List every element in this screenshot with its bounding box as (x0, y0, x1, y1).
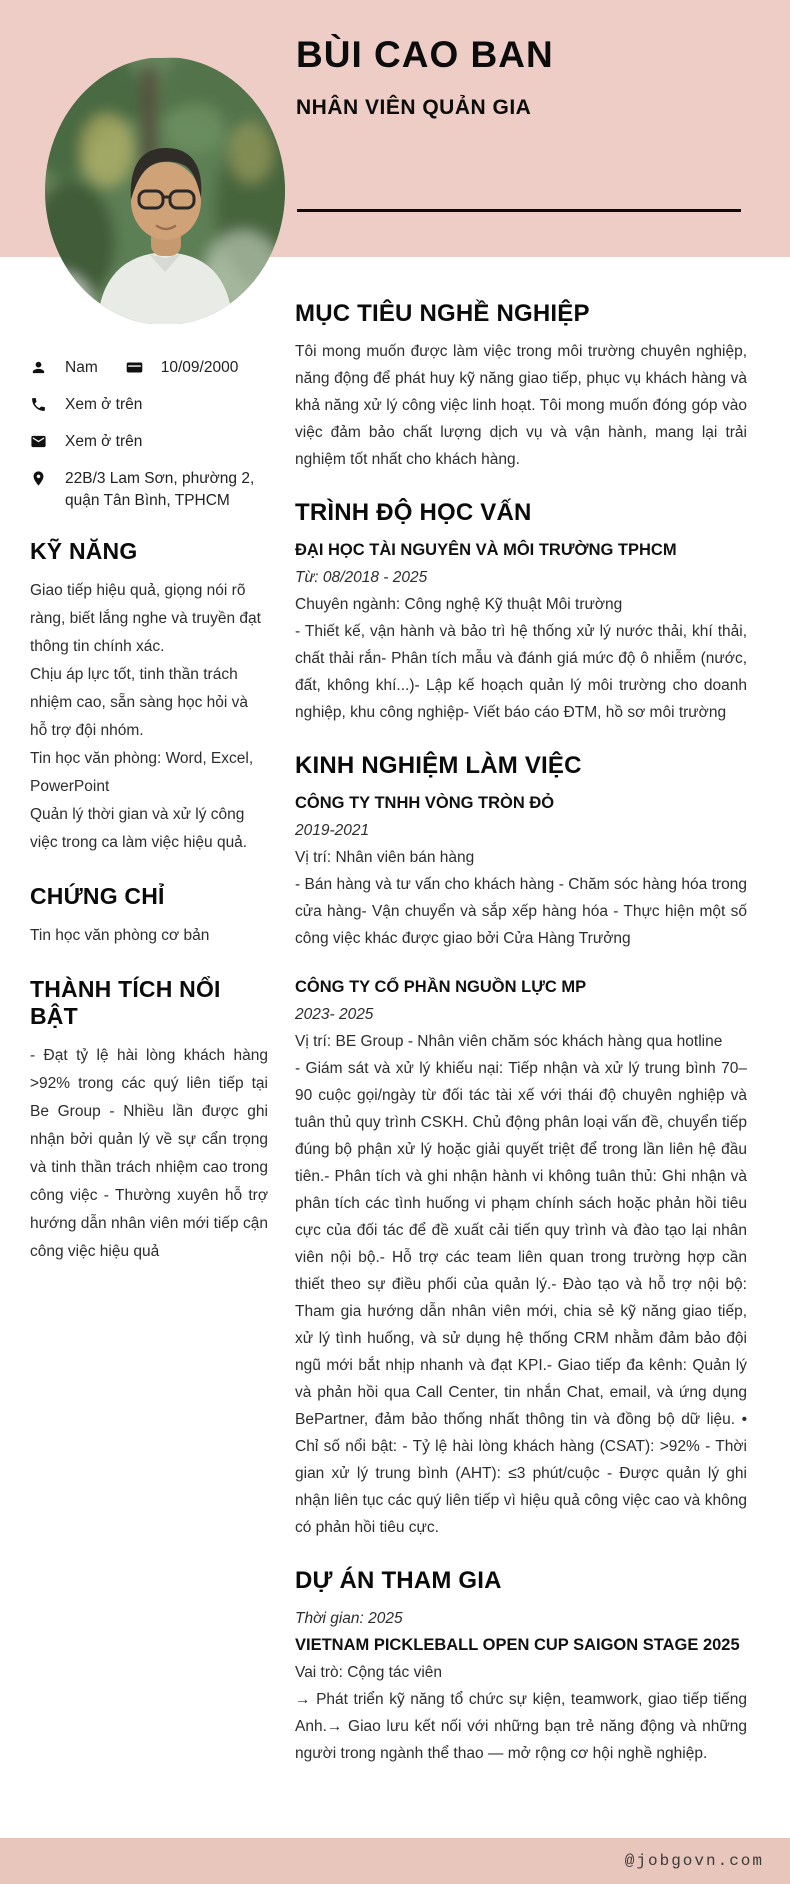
contact-dob: 10/09/2000 (160, 359, 239, 376)
job-period: 2023- 2025 (295, 1006, 374, 1023)
job-details: - Bán hàng và tư vấn cho khách hàng - Chăm sóc hàng hóa trong cửa hàng- Vận chuyển và sắp xếp hàng hóa - Thực hiện một số công việc khác được giao bởi Cửa Hàng Trưởng (295, 876, 747, 947)
education-details: - Thiết kế, vận hành và bảo trì hệ thống xử lý nước thải, khí thải, chất thải rắn- Phân tích mẫu và đánh giá mức độ ô nhiễm (nước, đất, không khí...)- Lập kế hoạch quản lý môi trường cho doanh nghiệp, khu công nghiệp- Viết báo cáo ĐTM, hồ sơ môi trường (295, 623, 747, 721)
section-skills (30, 538, 268, 857)
contact-row-email (30, 431, 268, 453)
job-company: CÔNG TY TNHH VÒNG TRÒN ĐỎ (295, 794, 555, 812)
contact-row-address (30, 468, 268, 512)
certificate-item: Tin học văn phòng cơ bản (30, 927, 210, 944)
id-card-icon (126, 359, 143, 376)
project-period: Thời gian: 2025 (295, 1610, 403, 1627)
page-title: BÙI CAO BAN (296, 34, 554, 75)
skills-item: Giao tiếp hiệu quả, giọng nói rõ ràng, biết lắng nghe và truyền đạt thông tin chính xác. (30, 582, 261, 655)
experience-job (295, 790, 747, 952)
section-certificates (30, 883, 268, 950)
project-name: VIETNAM PICKLEBALL OPEN CUP SAIGON STAGE 2025 (295, 1636, 740, 1654)
content-columns (0, 257, 790, 1793)
job-company: CÔNG TY CỔ PHẦN NGUỒN LỰC MP (295, 978, 587, 996)
experience-job (295, 974, 747, 1541)
job-position: Vị trí: Nhân viên bán hàng (295, 849, 475, 866)
phone-icon (30, 396, 47, 413)
email-icon (30, 433, 47, 450)
section-education (295, 499, 747, 726)
job-details: - Giám sát và xử lý khiếu nại: Tiếp nhận và xử lý trung bình 70–90 cuộc gọi/ngày từ đối tác tài xế với thái độ chuyên nghiệp và tuân thủ quy trình CSKH. Chủ động phân loại vấn đề, chuyển tiếp đúng bộ phận xử lý hoặc giải quyết triệt để trong lần liên hệ đầu tiên.- Phân tích và ghi nhận hành vi không tuân thủ: Ghi nhận và phân tích các tình huống vi phạm chính sách hoặc phản hồi tiêu cực của đối tác để đề xuất cải tiến quy trình và đào tạo lại nhân viên nội bộ.- Hỗ trợ các team liên quan trong trường hợp cần thiết theo sự điều phối của quản lý.- Đào tạo và hỗ trợ nội bộ: Tham gia hướng dẫn nhân viên mới, chia sẻ kỹ năng giao tiếp, xử lý tình huống, và sử dụng hệ thống CRM nhằm đảm bảo đội ngũ mới bắt nhịp nhanh và đạt KPI.- Giao tiếp đa kênh: Quản lý và phản hồi qua Call Center, tin nhắn Chat, email, và ứng dụng BePartner, đảm bảo thống nhất thông tin và đồng bộ dữ liệu. • Chỉ số nổi bật: - Tỷ lệ hài lòng khách hàng (CSAT): >92% - Thời gian xử lý trung bình (AHT): ≤3 phút/cuộc - Được quản lý ghi nhận liên tục các quý liên tiếp vì hiệu quả công việc cao và không có phản hồi tiêu cực. (295, 1060, 747, 1536)
job-title: NHÂN VIÊN QUẢN GIA (296, 96, 532, 119)
header-divider (297, 209, 741, 212)
contact-phone: Xem ở trên (65, 396, 143, 413)
person-icon (30, 359, 47, 376)
contact-row-phone (30, 394, 268, 416)
contact-row-gender-dob (30, 357, 268, 379)
section-objective (295, 300, 747, 473)
section-projects (295, 1567, 747, 1767)
job-period: 2019-2021 (295, 822, 370, 839)
objective-body: Tôi mong muốn được làm việc trong môi trường chuyên nghiệp, năng động để phát huy kỹ năng giao tiếp, phục vụ khách hàng và khả năng xử lý công việc linh hoạt. Tôi mong muốn đóng góp vào việc đảm bảo chất lượng dịch vụ và vận hành, mang lại trải nghiệm tốt nhất cho khách hàng. (295, 343, 747, 468)
education-major: Chuyên ngành: Công nghệ Kỹ thuật Môi trường (295, 596, 623, 613)
watermark: @jobgovn.com (624, 1852, 764, 1870)
projects-heading: DỰ ÁN THAM GIA (295, 1567, 502, 1594)
contact-gender: Nam (65, 359, 98, 376)
achievements-heading: THÀNH TÍCH NỔI BẬT (30, 976, 221, 1029)
profile-photo-illustration (45, 57, 285, 325)
section-achievements (30, 976, 268, 1266)
project-details: → Phát triển kỹ năng tổ chức sự kiện, teamwork, giao tiếp tiếng Anh.→ Giao lưu kết nối với những bạn trẻ năng động và những người trong ngành thể thao — mở rộng cơ hội nghề nghiệp. (295, 1691, 747, 1762)
project-role: Vai trò: Cộng tác viên (295, 1664, 443, 1681)
section-experience (295, 752, 747, 1541)
contact-list (30, 357, 268, 512)
contact-email: Xem ở trên (65, 433, 143, 450)
right-column (295, 257, 747, 1793)
skills-item: Chịu áp lực tốt, tinh thần trách nhiệm cao, sẵn sàng học hỏi và hỗ trợ đội nhóm. (30, 666, 248, 739)
job-position: Vị trí: BE Group - Nhân viên chăm sóc khách hàng qua hotline (295, 1033, 723, 1050)
education-school: ĐẠI HỌC TÀI NGUYÊN VÀ MÔI TRƯỜNG TPHCM (295, 541, 677, 559)
location-icon (30, 470, 47, 487)
education-period: Từ: 08/2018 - 2025 (295, 569, 428, 586)
education-heading: TRÌNH ĐỘ HỌC VẤN (295, 499, 532, 526)
achievements-body: - Đạt tỷ lệ hài lòng khách hàng >92% trong các quý liên tiếp tại Be Group - Nhiều lần được ghi nhận bởi quản lý về sự cẩn trọng và tinh thần trách nhiệm cao trong công việc - Thường xuyên hỗ trợ hướng dẫn nhân viên mới tiếp cận công việc hiệu quả (30, 1047, 268, 1260)
contact-address: 22B/3 Lam Sơn, phường 2, quận Tân Bình, TPHCM (65, 470, 255, 509)
skills-item: Tin học văn phòng: Word, Excel, PowerPoint (30, 750, 254, 795)
profile-photo (45, 57, 285, 325)
left-column (30, 257, 268, 1793)
footer-band (0, 1838, 790, 1884)
skills-heading: KỸ NĂNG (30, 538, 138, 564)
skills-item: Quản lý thời gian và xử lý công việc trong ca làm việc hiệu quả. (30, 806, 248, 851)
experience-heading: KINH NGHIỆM LÀM VIỆC (295, 752, 582, 779)
certificates-heading: CHỨNG CHỈ (30, 883, 165, 909)
objective-heading: MỤC TIÊU NGHỀ NGHIỆP (295, 300, 590, 327)
